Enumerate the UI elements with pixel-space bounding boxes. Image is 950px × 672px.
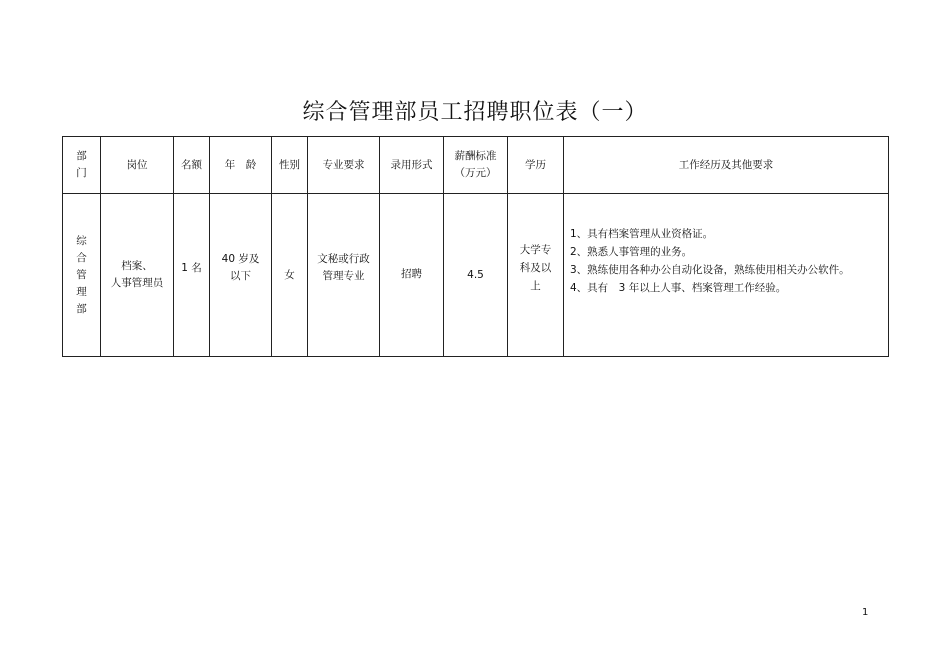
table-row xyxy=(63,194,889,357)
header-dept-line: 部 xyxy=(76,150,87,162)
cell-dept xyxy=(63,194,101,357)
cell-education xyxy=(508,194,564,357)
dept-char: 合 xyxy=(76,251,87,264)
position-line: 档案、 xyxy=(121,260,153,272)
job-positions-table xyxy=(62,136,889,357)
dept-char: 部 xyxy=(76,302,87,315)
cell-requirements xyxy=(564,194,889,357)
table-header-row xyxy=(63,137,889,194)
cell-major xyxy=(308,194,380,357)
header-age: 年 龄 xyxy=(210,137,272,194)
education-line: 大学专 xyxy=(519,244,552,256)
cell-age xyxy=(210,194,272,357)
requirement-item: 1、具有档案管理从业资格证。 xyxy=(570,228,714,240)
dept-char: 理 xyxy=(76,285,87,298)
age-line: 40 岁及 xyxy=(221,253,260,265)
header-salary-line: 薪酬标准 xyxy=(454,150,497,162)
dept-char: 综 xyxy=(76,234,87,247)
header-quota: 名额 xyxy=(174,137,210,194)
header-dept-line: 门 xyxy=(76,167,87,179)
page-title: 综合管理部员工招聘职位表（一） xyxy=(302,100,648,125)
position-line: 人事管理员 xyxy=(110,277,164,289)
requirement-item: 3、熟练使用各种办公自动化设备，熟练使用相关办公软件。 xyxy=(570,264,850,276)
cell-hire-type xyxy=(380,194,444,357)
header-gender: 性别 xyxy=(272,137,308,194)
major-line: 文秘或行政 xyxy=(317,253,370,265)
page-number: 1 xyxy=(862,607,869,618)
quota-text: 1 名 xyxy=(181,261,202,274)
header-education: 学历 xyxy=(508,137,564,194)
cell-quota xyxy=(174,194,210,357)
header-hire-type: 录用形式 xyxy=(380,137,444,194)
header-salary-line: （万元） xyxy=(454,167,497,179)
major-line: 管理专业 xyxy=(322,270,365,282)
cell-salary: 4.5 xyxy=(444,194,508,357)
hire-type-text: 招聘 xyxy=(401,267,422,280)
header-major: 专业要求 xyxy=(308,137,380,194)
education-line: 科及以 xyxy=(519,262,552,274)
header-salary xyxy=(444,137,508,194)
header-position: 岗位 xyxy=(101,137,174,194)
header-dept xyxy=(63,137,101,194)
requirement-item: 4、具有 3 年以上人事、档案管理工作经验。 xyxy=(570,282,787,294)
education-line: 上 xyxy=(530,280,541,292)
cell-gender: 女 xyxy=(272,194,308,357)
cell-position xyxy=(101,194,174,357)
dept-char: 管 xyxy=(76,268,87,281)
requirement-item: 2、熟悉人事管理的业务。 xyxy=(570,246,693,258)
age-line: 以下 xyxy=(230,270,251,282)
header-requirements: 工作经历及其他要求 xyxy=(564,137,889,194)
